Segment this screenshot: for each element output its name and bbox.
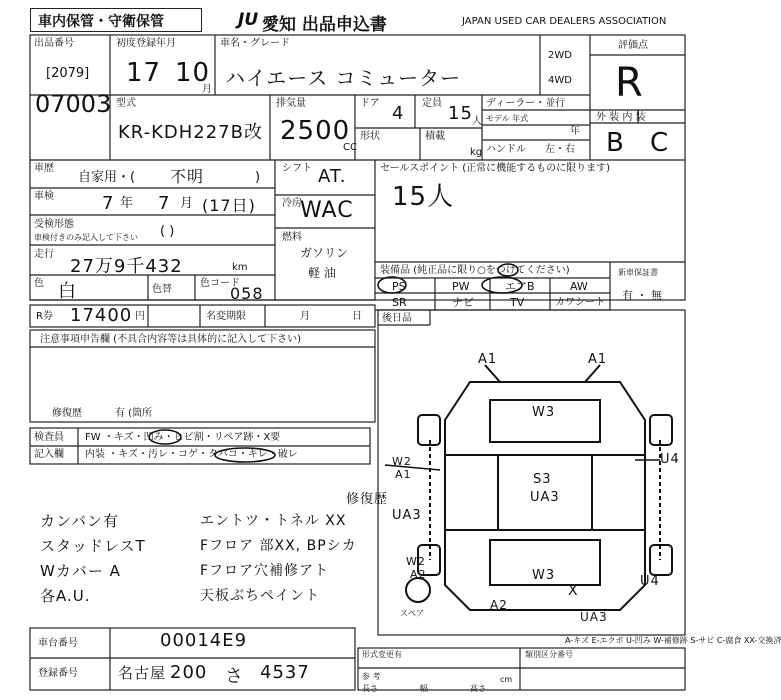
spare-label: スペア (400, 609, 424, 618)
displacement-unit: CC (343, 142, 357, 153)
plate-city: 名古屋 (118, 664, 167, 682)
history-value: 自家用・( (78, 170, 136, 185)
name-change-day: 日 (352, 311, 362, 322)
mark-left-side: W2 (392, 455, 412, 468)
storage-tag: 車内保管・守衛保管 (38, 14, 164, 30)
mark-hood: W3 (532, 405, 556, 420)
rear-items-label: 後日品 (382, 313, 412, 324)
remark-right-1: エントツ・トネル XX (200, 513, 347, 529)
interior-grade: C (650, 128, 670, 158)
color-code: 058 (230, 284, 264, 303)
grade-value: R (615, 60, 644, 106)
lot-bracket: [2079] (46, 66, 90, 81)
fuel-light-oil: 軽 油 (308, 266, 336, 280)
displacement-value: 2500 (280, 116, 351, 146)
sales-point-value: 15人 (392, 182, 455, 212)
exterior-grade: B (606, 128, 625, 158)
capacity-value: 15 (448, 103, 473, 124)
repair-value: 有 (箇所 (115, 408, 153, 419)
remark-left-4: 各A.U. (40, 587, 91, 605)
plate-kana: さ (225, 666, 244, 687)
dim-width: 幅 (420, 684, 428, 693)
ju-logo: JU (238, 10, 259, 30)
aircon-value: WAC (300, 198, 354, 223)
inspection-month: 7 (158, 193, 171, 214)
remark-right-3: Fフロア穴補修アト (200, 563, 330, 579)
grade-label: 評価点 (618, 40, 648, 51)
equip-seat: カワシート (555, 297, 605, 308)
mileage-label: 走行 (34, 249, 54, 260)
doors-value: 4 (392, 103, 405, 124)
mark-roof-2: UA3 (530, 490, 560, 505)
dim-length: 長さ (362, 684, 378, 693)
mark-x: X (568, 583, 579, 599)
capacity-label: 定員 (422, 98, 442, 109)
form-title: 愛知 出品申込書 (262, 15, 387, 35)
dim-verified-label: 参 考 (362, 672, 381, 681)
equip-tv: TV (510, 296, 525, 309)
mark-top-left: A1 (478, 352, 498, 367)
name-change-label: 名変期限 (206, 311, 246, 322)
mark-rear: W3 (532, 568, 556, 583)
remark-right-4: 天板ぶちペイント (200, 588, 320, 604)
name-change-month: 月 (300, 311, 310, 322)
mark-roof-1: S3 (533, 472, 552, 487)
mark-bottom-2: UA3 (580, 610, 608, 624)
mark-left-rear-1: W2 (406, 555, 426, 568)
recycle-unit: 円 (135, 311, 145, 322)
model-year-unit: 年 (570, 126, 580, 137)
equip-aw: AW (570, 280, 588, 293)
shift-value: AT. (318, 166, 347, 187)
equip-pw: PW (452, 280, 470, 293)
mark-left-side2: A1 (395, 468, 412, 481)
history-hand: 不明 (170, 167, 205, 186)
dim-unit: cm (500, 675, 513, 684)
first-reg-year: 17 (126, 58, 162, 88)
capacity-unit: 人 (472, 116, 482, 127)
equip-ps: PS (392, 280, 406, 293)
mileage-unit: km (232, 262, 248, 273)
plate-number: 4537 (260, 662, 310, 683)
warranty-label: 新車保証書 (618, 268, 658, 277)
history-label: 車歴 (34, 163, 54, 174)
inspection-day: (17日) (202, 196, 256, 215)
equip-navi: ナビ (452, 296, 474, 309)
mark-right-side: U4 (660, 452, 680, 467)
dealer-label: ディーラー・並行 (486, 98, 566, 109)
history-close: ) (255, 170, 261, 185)
color-change-label: 色替 (152, 284, 172, 295)
inspector-row2: 内装 ・キズ・汚レ・コゲ・タバコ・キレ・破レ (85, 449, 298, 460)
inspection-year: 7 (102, 193, 115, 214)
acceptance-paren: ( ) (160, 224, 175, 239)
fuel-label: 燃料 (282, 232, 302, 243)
recycle-value: 17400 (70, 305, 133, 326)
repair-label: 修復歴 (52, 408, 82, 419)
load-label: 積載 (425, 131, 445, 142)
mark-left-rear-2: A2 (410, 568, 427, 581)
warranty-options: 有 ・ 無 (622, 289, 662, 302)
first-reg-label: 初度登録年月 (116, 38, 176, 49)
shift-label: シフト (282, 163, 312, 174)
chassis-type-label: 型式 (116, 98, 136, 109)
inspection-year-unit: 年 (120, 196, 134, 211)
inspection-month-unit: 月 (180, 196, 194, 211)
fuel-gasoline: ガソリン (300, 246, 349, 260)
doors-label: ドア (360, 98, 380, 109)
mark-left-mid: UA3 (392, 508, 422, 523)
damage-legend: A-キズ E-エクボ U-凹み W-補修跡 S-サビ C-腐食 XX-交換済 (565, 636, 781, 645)
acceptance-label: 受検形態 (34, 219, 74, 230)
first-reg-month: 10 (175, 58, 211, 88)
remark-right-2: Fフロア 部XX, BPシカ (200, 538, 357, 554)
association-name: JAPAN USED CAR DEALERS ASSOCIATION (462, 16, 667, 27)
inspector-label: 検査員 (34, 432, 64, 443)
handle-options: 左・右 (545, 144, 575, 155)
displacement-label: 排気量 (276, 98, 306, 109)
class-number-label: 類別区分番号 (525, 650, 573, 659)
recycle-label: R券 (36, 311, 53, 322)
remark-left-1: カンバン有 (40, 512, 119, 530)
exterior-interior-label: 外 装 内 装 (596, 112, 646, 123)
first-reg-month-unit: 月 (202, 84, 212, 95)
plate-class: 200 (170, 662, 208, 683)
equip-airbag: エアB (505, 280, 535, 293)
mark-top-right: A1 (588, 352, 608, 367)
mark-right-rear: U4 (640, 574, 660, 589)
remark-left-3: Wカバー A (40, 562, 121, 580)
shape-label: 形状 (360, 131, 380, 142)
color-value: 白 (58, 281, 77, 302)
model-label: 車名・グレード (220, 38, 290, 49)
chassis-type-value: KR-KDH227B改 (118, 122, 263, 143)
model-year-label: モデル 年式 (486, 114, 529, 123)
notes-label: 注意事項申告欄 (不具合内容等は具体的に記入して下さい) (40, 334, 301, 345)
lot-number: 07003 (35, 90, 112, 118)
equip-sr: SR (392, 296, 407, 309)
drive-2wd: 2WD (548, 50, 572, 61)
equipment-label: 装備品 (純正品に限り○をつけてください) (380, 265, 570, 276)
sales-point-label: セールスポイント (正常に機能するものに限ります) (380, 163, 611, 174)
color-label: 色 (34, 278, 44, 289)
dim-height: 高さ (470, 684, 486, 693)
handle-label: ハンドル (486, 144, 526, 155)
drive-4wd: 4WD (548, 75, 572, 86)
load-unit: kg (470, 147, 483, 158)
model-value: ハイエース コミューター (225, 66, 462, 90)
acceptance-note: 車検付きのみ記入して下さい (34, 233, 138, 242)
color-code-label: 色コード (200, 278, 240, 289)
aircon-label: 冷房 (282, 198, 302, 209)
mileage-value: 27万9千432 (70, 256, 183, 277)
inspector-row1: FW ・キズ・凹み・ヒビ割・リペア跡・X要 (85, 432, 281, 443)
remark-left-2: スタッドレスT (40, 537, 146, 555)
dim-change-label: 形式変更有 (362, 650, 402, 659)
plate-label: 登録番号 (38, 668, 78, 679)
chassis-number-label: 車台番号 (38, 638, 78, 649)
chassis-number-value: 00014E9 (160, 630, 248, 651)
remark-side-mark: 修復歴 (346, 492, 389, 507)
inspector-entry-label: 記入欄 (34, 449, 64, 460)
lot-label: 出品番号 (34, 38, 74, 49)
mark-bottom-1: A2 (490, 598, 508, 612)
inspection-label: 車検 (34, 191, 54, 202)
